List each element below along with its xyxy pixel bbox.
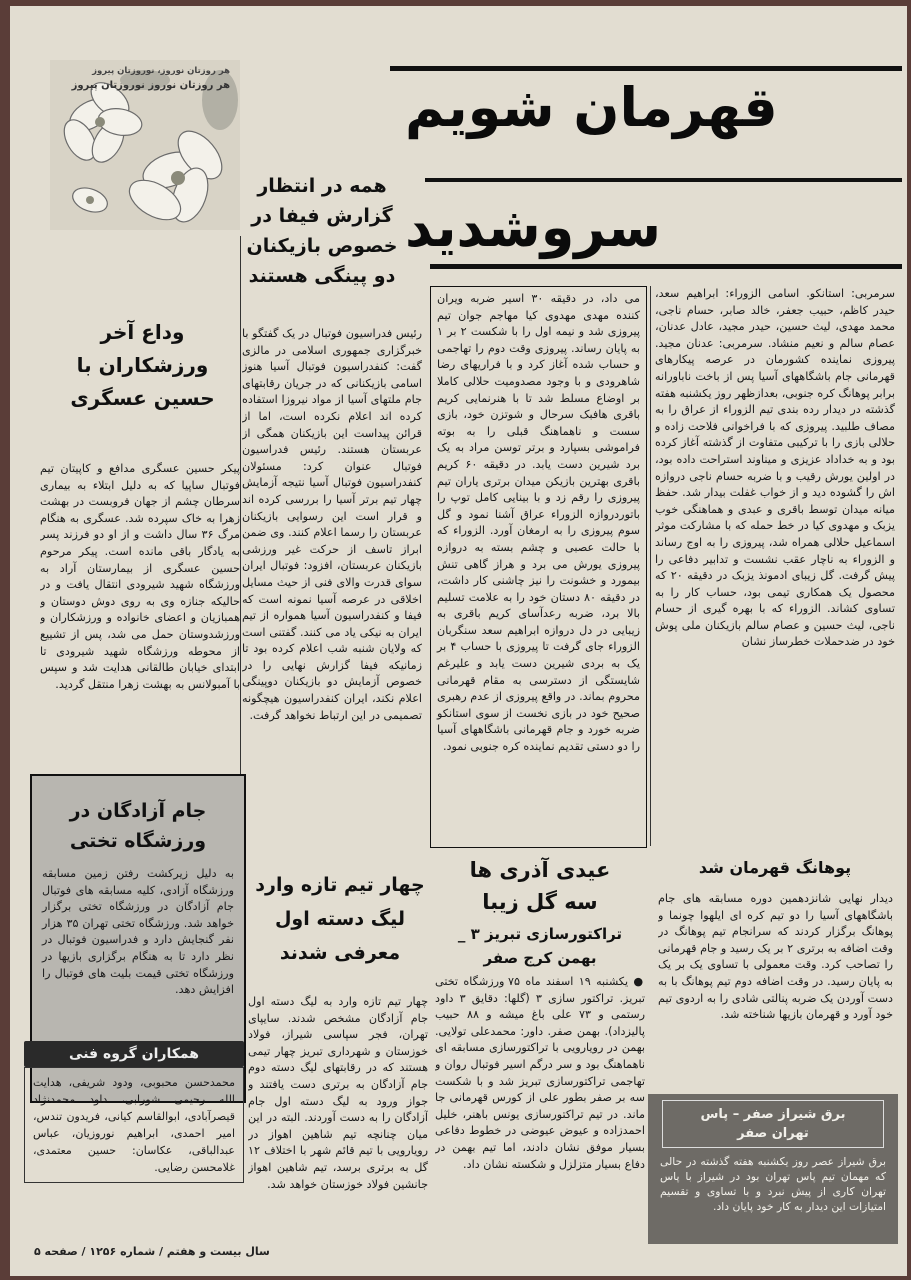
masthead-top-rule — [390, 66, 902, 71]
azadegan-text: به دلیل زیرکشت رفتن زمین مسابقه ورزشگاه آزادی، کلیه مسابقه های فوتبال جام آزادگان در ورزشگاه تختی برگزار خواهد شد. ورزشگاه تختی تهران ۳۵ هزار نفر گنجایش دارد و فدراسیون فوتبال در نظر دارد تا به هنگام برگزاری بازیها در ورزشگاه تختی قیمت بلیت های فوتبال را افزایش دهد. — [42, 867, 234, 997]
eidi-article: ● یکشنبه ۱۹ اسفند ماه ۷۵ ورزشگاه تختی تبریز. تراکتور سازی ۳ (گلها: دقایق ۳ داود رستمی و ۷۳ علی باغ میشه و ۸۸ حبیب پالیزداد). بهمن صفر. داور: محمدعلی تولایی. بهمن در رویارویی با تراکتورسازی مسابقه ای ناهماهنگ بود و سر درگم اسیر فوتبال روان و تهاجمی تراکتورسازی تبریز شد و با شکست سه بر صفر بطور علی از کورس قهرمانی جا ماند. در تیم تراکتورسازی یونس باهنر، خلیل احمدزاده و عیوض عیوضی در خطوط دفاعی بسیار موفق نشان دادند، اما تیم بهمن در دفاع بسیار متزلزل و شکسته نشان داد. — [435, 975, 645, 1171]
masthead-second — [405, 198, 905, 258]
fifa-headline-line-3: خصوص بازیکنان — [246, 235, 398, 257]
holiday-line-1: هر روزتان نوروز، نوروزتان پیروز — [92, 66, 230, 76]
farewell-headline-line-2: ورزشکاران با — [76, 353, 209, 377]
four-teams-headline-line-3: معرفی شدند — [279, 942, 401, 964]
page-footer: سال بیست و هفتم / شماره ۱۲۵۶ / صفحه ۵ — [34, 1245, 270, 1258]
farewell-headline-line-3: حسین عسگری — [70, 386, 215, 410]
four-teams-headline — [250, 868, 430, 970]
barq-headline-line-1: برق شیراز صفر – پاس — [700, 1107, 846, 1122]
masthead-line-2: سروشدید — [405, 196, 662, 259]
fifa-article: رئیس فدراسیون فوتبال در یک گفتگو با خبرگزاری جمهوری اسلامی در مالزی گفت: کنفدراسیون فوتبال آسیا هنوز اسامی بازیکنانی که در جریان رقابتهای جام ملتهای آسیا از مواد نیروزا استفاده کرده اند اعلام نکرده است، اما از قرائن پیداست این بازیکنان همگی از عربستان هستند. رئیس فدراسیون فوتبال عنوان کرد: مسئولان کنفدراسیون فوتبال آسیا نتیجه آزمایش چهار تیم برتر آسیا را بررسی کرده اند و قرار است این رسوایی بازیکنان عربستان را رسما اعلام کنند. وی ضمن ابراز تاسف از حرکت غیر ورزشی بازیکنان عربستان، افزود: فوتبال ایران سوای قدرت والای فنی از حیث مسایل اخلاقی در عرصه آسیا نمونه است که فیفا و کنفدراسیون آسیا همواره از تیم ایران به نیکی یاد می کنند. گفتنی است که ولایان شنبه شب اعلام کرده بود تا زمانیکه فیفا گزارش نهایی را در خصوص آزمایش دو بازیکنان دوپینگی اعلام نکند، ایران کنفدراسیون هیچگونه تصمیمی در این ارتباط نخواهد گرفت. — [242, 327, 422, 722]
lineup-article: سرمربی: استانکو. اسامی الزوراء: ابراهیم سعد، حیدر کاظم، حبیب جعفر، خالد صابر، حسام ناجی، محمد مهدی، لیث حسین، حیدر مجید، عادل عدنان، عصام سالم و نعیم منشاد. سرمربی: عدنان مجید. پیروزی نماینده کشورمان در عرصه پیکارهای قهرمانی جام باشگاههای آسیا پس از باخت ناباورانه برابر پوهانگ کره جنوبی، بعدازظهر روز یکشنبه هفته گذشته در دیدار رده بندی تیم الزوراء از عراق را به مصاف طلبید. پیروزی که با فراخوانی فلاحت زاده و حلالی بازی را با ترکیبی متفاوت از گذشته آغاز کرده بود و به خداداد عزیزی و میناوند استراحت داده بود، در اولین یورش رقیب و با ضربه حسام ناجی دروازه اش را گشوده دید و از خواب غفلت بیدار شد. حفظ میانه میدان توسط باقری و عبدی و هماهنگی خوب یزبک و مهدوی کیا در خط حمله که با مشارکت موثر اسماعیل حلالی همراه شد، پیروزی را به اوج رساند و الزوراء به ناچار عقب نشست و تدابیر دفاعی را پیش گرفت. گل زیبای ادمونذ یزبک در دقیقه ۲۰ که محصول یک همکاری تیمی بود، حساب کار را به تساوی کشاند. الزوراء که با بهره گیری از حسام ناجی، لیث حسین و عصام سالم بازیکنان ملی پوش خود در ضدحملات خطرساز نشان — [655, 287, 895, 649]
eidi-headline-line-2: سه گل زیبا — [482, 890, 598, 914]
eidi-sub-line-1: تراکتورسازی تبریز ۳ _ — [457, 925, 623, 943]
fifa-headline-line-4: دو پینگی هستند — [248, 265, 396, 287]
column-rule-2 — [650, 286, 651, 846]
credits-title: همکاران گروه فنی — [69, 1046, 199, 1062]
masthead-line-1: قهرمان شویم — [405, 76, 778, 139]
pohang-article: دیدار نهایی شانزدهمین دوره مسابقه های جام باشگاههای آسیا را دو تیم کره ای ایلهوا چونما و پوهانگ برگزار کردند که سرانجام تیم پوهانگ در وقت اضافه به برتری ۲ بر یک رسید و جام قهرمانی را تصاحب کرد. وقت معمولی با تساوی یک بر یک به پایان رسید. در وقت اضافه دوم تیم پوهانگ با به دست آوردن یک ضربه پنالتی شادی را به اردوی تیم خود آورد و قهرمان بازیها شناخته شد. — [658, 892, 893, 1022]
azadegan-headline-line-1: جام آزادگان در — [69, 800, 207, 822]
column-rule-1 — [240, 236, 241, 776]
masthead — [405, 78, 905, 138]
fifa-headline — [242, 171, 402, 291]
azadegan-headline-line-2: ورزشگاه تختی — [69, 830, 207, 852]
four-teams-article: چهار تیم تازه وارد به لیگ دسته اول جام آزادگان مشخص شدند. سایپای تهران، فجر سپاسی شیراز، فولاد خوزستان و شهرداری تبریز چهار تیمی هستند که در رقابتهای لیگ دسته دوم جام آزادگان به برتری دست یافتند و جواز ورود به لیگ دسته اول جام آزادگان را به دست آوردند. البته در این میان چنانچه تیم شاهین اهواز در رویارویی با تیم قائم شهر با اختلاف ۱۲ گل به برتری برسد، تیم شاهین اهواز جانشین فولاد خوزستان خواهد شد. — [248, 995, 428, 1191]
masthead-bottom-rule — [430, 264, 902, 269]
barq-box — [648, 1094, 898, 1244]
eidi-sub-line-2: بهمن کرج صفر — [483, 949, 597, 967]
barq-headline-line-2: تهران صفر — [737, 1126, 809, 1141]
holiday-line-2: هر روزتان نوروز نوروزتان پیروز — [71, 80, 230, 91]
holiday-greeting — [70, 66, 230, 91]
farewell-article: پیکر حسین عسگری مدافع و کاپیتان تیم فوتبال ساپیا که به دلیل ابتلاء به بیماری سرطان چشم از جهان فروبست در بهشت زهرا به خاک سپرده شد. عسگری به هنگام مرگ ۳۶ سال داشت و از او دو فرزند پسر به یادگار باقی مانده است. پیکر مرحوم حسین عسگری از بیمارستان آراد به ورزشگاه شهید شیرودی انتقال یافت و در حالیکه جنازه وی به روی دوش دوستان و همبازیان و اعضای خانواده و ورزشکاران و ورزشدوستان حمل می شد، پس از تشییع از محوطه ورزشگاه شهید شیرودی تا ابتدای خیابان طالقانی هدایت شد و سپس با آمبولانس به بهشت زهرا منتقل گردید. — [40, 462, 240, 691]
credits-text: محمدحسن محبوبی، ودود شریفی، هدایت الله رحیمی شورابی، داود محمدنژاد قیصرآبادی، ابوالقاسم کیانی، فریدون تندس، امیر احمدی، ابراهیم نوروزیان، عباس عبدالباقی، عکاسان: حسین معتمدی، غلامحسن رضایی. — [24, 1067, 244, 1183]
match-report-text: می داد، در دقیقه ۳۰ اسیر ضربه ویران کننده مهدی مهدوی کیا مهاجم جوان تیم پیروزی شد و نیمه اول را با شکست ۲ بر ۱ به پایان رساند. پیروزی وقت دوم را تهاجمی و حساب شده آغاز کرد و با فراریهای رضا شاهرودی و با وجود مصدومیت حلالی کاملا بر اوضاع مسلط شد تا با هنرنمایی کریم باقری هافبک سرحال و شوتزن خود، بازی سست و ناهماهنگ قبلی را به بوته فراموشی بسپارد و برتر توسن مراد به یک برد شیرین دست یابد. در دقیقه ۶۰ کریم باقری بهترین بازیکن میدان برتری یاران تیم پیروزی را رقم زد و با بینایی کامل توپ را باتوردروازه الزوراء عراق آشنا نمود و گل سوم پیروزی را به ارمغان آورد. الزوراء که با حالت عصبی و چشم بسته به دروازه پیروزی یورش می برد و هراز گاهی تنش بیمورد و خشونت را نیز چاشنی کار داشت، در دقیقه ۸۰ دستان خود را به علامت تسلیم بالا برد، ضربه رعدآسای کریم باقری به زیبایی در دل دروازه ابراهیم سعد سنگربان الزوراء جای گرفت تا پیروزی با حساب ۴ بر یک به بردی شیرین دست یابد و علیرغم شایستگی از دسترسی به مقام قهرمانی محروم بماند. در واقع پیروزی از عدم رهبری صحیح خود در بازی نخست از سوی استانکو ضربه خورد و جام قهرمانی باشگاههای آسیا را دو دستی تقدیم نماینده کره جنوبی نمود. — [437, 292, 640, 754]
match-report-box — [430, 286, 647, 848]
farewell-headline-line-1: وداع آخر — [100, 320, 185, 344]
eidi-subheadline — [435, 922, 645, 970]
fifa-headline-line-2: گزارش فیفا در — [251, 205, 393, 227]
azadegan-headline — [32, 796, 244, 856]
barq-headline-box — [662, 1100, 884, 1148]
four-teams-headline-line-1: چهار تیم تازه وارد — [255, 874, 425, 896]
eidi-headline — [440, 854, 640, 918]
barq-text: برق شیراز عصر روز یکشنبه هفته گذشته در حالی که مهمان تیم پاس تهران بود در شیراز با پاس تهران کاری از پیش نبرد و با تساوی و تقسیم امتیازات این دیدار به کار خود پایان داد. — [660, 1155, 886, 1213]
credits-box — [24, 1041, 244, 1183]
credits-title-bar — [24, 1041, 244, 1067]
four-teams-headline-line-2: لیگ دسته اول — [274, 908, 406, 930]
eidi-headline-line-1: عیدی آذری ها — [469, 858, 611, 882]
fifa-headline-line-1: همه در انتظار — [257, 175, 387, 197]
masthead-mid-rule — [425, 178, 902, 182]
pohang-headline: پوهانگ قهرمان شد — [698, 858, 852, 877]
farewell-headline — [50, 316, 235, 415]
newspaper-page — [10, 6, 907, 1276]
